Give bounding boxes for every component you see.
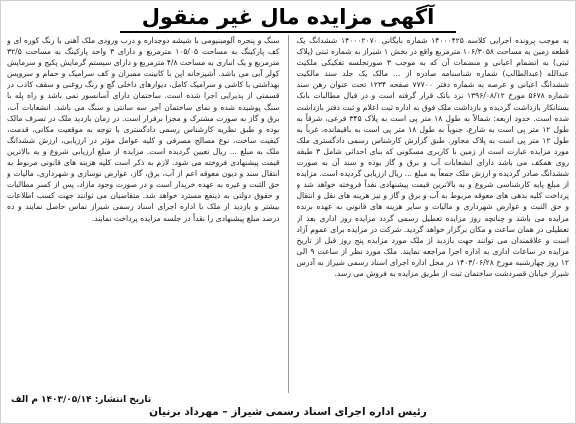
column-divider: [288, 35, 289, 393]
left-column: [7, 35, 280, 393]
notice-header: [1, 1, 575, 31]
notice-body: [7, 35, 569, 393]
notice-footer: [7, 394, 569, 420]
publish-date: تاریخ انتشار: ۱۴۰۳/۰۵/۱۴ م الف: [11, 395, 152, 405]
signer-line: رئیس اداره اجرای اسناد رسمی شیراز – مهرداد برنیان: [149, 406, 427, 418]
left-column-text: سنگ و پنجره آلومینیومی با شیشه دوجداره و درب ورودی ملک آهنی با رنگ کوره ای و کف پارکینگ به مساحت ۱۰۵/۰۵ مترمربع و دارای ۳ واحد پارکینگ به مساحت ۳۲/۵ مترمربع و یک انباری به مساحت ۴/۸ مترمربع و دارای سیستم گرمایش پکیج و سرمایش کولر آبی می باشد. آشپزخانه اپن با کابینت ممبران و کف سرامیک و حمام و سرویس بهداشتی با کاشی و سرامیک کامل، دیوارهای داخلی گچ و رنگ روغنی و سقف کاذب در قسمتی از پذیرایی اجرا شده است. ساختمان دارای آسانسور نمی باشد و راه پله با سنگ پوشیده شده و نمای ساختمان آجر سه سانتی و سنگ می باشد. انشعابات آب، برق و گاز به صورت مشترک و مجزا برقرار است. در زمان بازدید ملک در تصرف مالک بوده و طبق نظریه کارشناس رسمی دادگستری با توجه به موقعیت مکانی، قدمت، کیفیت ساخت، نوع مصالح مصرفی و کلیه عوامل مؤثر در ارزیابی، ارزش ششدانگ ملک به مبلغ ... ریال تعیین گردیده است. مزایده از مبلغ ارزیابی شروع و به بالاترین قیمت پیشنهادی فروخته می شود. لازم به ذکر است کلیه هزینه های قانونی مربوط به انتقال سند و دیون معوقه اعم از آب، برق، گاز، عوارض نوسازی و شهرداری، مالیات و حق الثبت و غیره به عهده خریدار است و در صورت وجود مازاد، پس از کسر مطالبات و حقوق دولتی به ذینفع مسترد خواهد شد. متقاضیان می توانند جهت کسب اطلاعات بیشتر و بازدید از ملک با اداره اجرای اسناد رسمی شیراز تماس حاصل نمایند و ده درصد مبلغ پیشنهادی را نقداً در جلسه مزایده پرداخت نمایند.: [7, 36, 280, 223]
notice-title: آگهی مزایده مال غیر منقول: [120, 3, 457, 33]
right-column-text: به موجب پرونده اجرایی کلاسه ۱۴۰۰۰۴۲۵ شماره بایگانی ۱۴۰۰۰۲۰۷۰ ششدانگ یک قطعه زمین به مساحت ۱۰۶/۳۰۵۸ مترمربع واقع در بخش ۱ شیراز به شماره ثبتی (پلاک ثبتی) به انضمام اعیانی و منضمات آن که به موجب ۳ صورتجلسه تفکیکی ملکیت عبدالله (عبدالطالب) شماره شناسنامه صادره از ... مالک یک جلد سند مالکیت ششدانگ اعیانی و عرصه به شماره دفتر ۷۷۷۰۰ صفحه ۱۲۳۴ تحت عنوان رهن سند شماره ۵۶۷۸ مورخ ۱۳۹۶/۰۸/۱۲ نزد بانک قرار گرفته است و در قبال مطالبات بانک بستانکار بازداشت گردیده و بازداشت ملک فوق به اداره ثبت اعلام و ثبت دفتر بازداشت شده است. حدود اربعه: شمالاً به طول ۱۸ متر پی است به پلاک ۳۴۵ فرعی، شرقاً به طول ۱۲ متر پی است به شارع، جنوباً به طول ۱۸ متر پی است به باقیمانده، غرباً به طول ۱۲ متر پی است به پلاک مجاور. طبق گزارش کارشناس رسمی دادگستری ملک مورد مزایده عبارت است از زمین با کاربری مسکونی که بنای احداثی شامل ۳ طبقه روی همکف می باشد دارای انشعابات آب و برق و گاز بوده و سند آن به صورت ششدانگ صادر گردیده و ارزش ملک جمعاً به مبلغ ... ریال ارزیابی گردیده است. مزایده از مبلغ پایه کارشناسی شروع و به بالاترین قیمت پیشنهادی نقداً فروخته خواهد شد و پرداخت کلیه بدهی های معوقه مربوط به آب و برق و گاز و نیز هزینه های نقل و انتقال و حق الثبت و عوارض شهرداری و مالیات و سایر هزینه های قانونی به عهده برنده مزایده می باشد و چنانچه روز مزایده تعطیل رسمی گردد مزایده روز اداری بعد از تعطیلی در همان ساعت و مکان برگزار خواهد گردید. شرکت در مزایده برای عموم آزاد است و علاقمندان می توانند جهت بازدید از ملک مورد مزایده پنج روز قبل از تاریخ مزایده در ساعات اداری به اداره اجرا مراجعه نمایند. ملک مورد نظر از ساعت ۹ الی ۱۲ روز چهارشنبه مورخ ۱۴۰۳/۰۶/۲۸ در محل اداره اجرای اسناد رسمی شیراز به آدرس شیراز خیابان قصردشت ساختمان ثبت از طریق مزایده به فروش می رسد.: [296, 36, 569, 278]
right-column: [297, 35, 570, 393]
